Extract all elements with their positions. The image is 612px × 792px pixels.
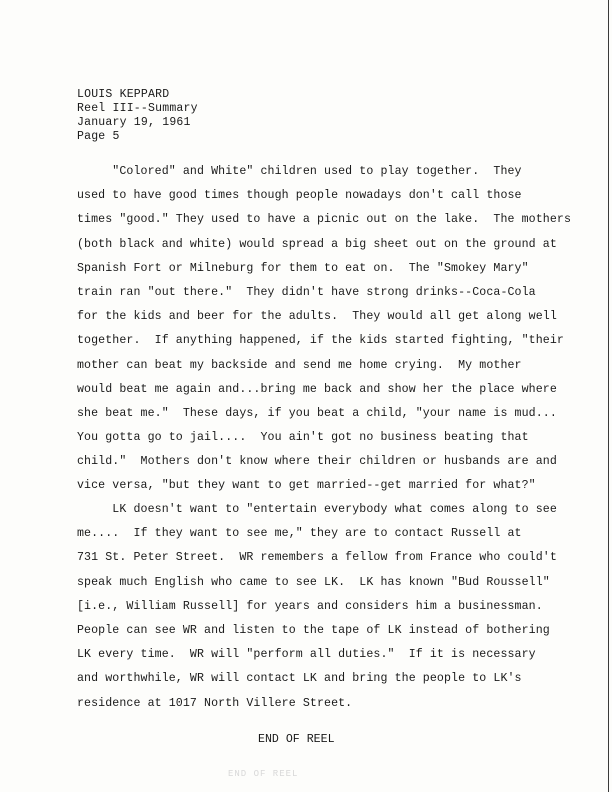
text-line: People can see WR and listen to the tape of LK instead of bothering [77, 623, 550, 637]
document-header [77, 88, 198, 144]
text-line: LK doesn't want to "entertain everybody what comes along to see [77, 503, 557, 516]
text-line: she beat me." These days, if you beat a child, "your name is mud... [77, 406, 557, 420]
end-of-reel-label: END OF REEL [258, 733, 335, 746]
header-date: January 19, 1961 [77, 116, 191, 129]
text-line: "Colored" and White" children used to play together. They [77, 165, 522, 178]
text-line: me.... If they want to see me," they are to contact Russell at [77, 527, 522, 541]
text-line: used to have good times though people nowadays don't call those [77, 189, 522, 203]
paragraph-1 [77, 160, 582, 499]
text-line: speak much English who came to see LK. LK has known "Bud Roussell" [77, 575, 550, 589]
text-line: and worthwhile, WR will contact LK and bring the people to LK's [77, 672, 522, 686]
text-line: (both black and white) would spread a big sheet out on the ground at [77, 237, 557, 251]
text-line: residence at 1017 North Villere Street. [77, 696, 353, 710]
text-line: LK every time. WR will "perform all duties." If it is necessary [77, 648, 536, 662]
text-line: train ran "out there." They didn't have strong drinks--Coca-Cola [77, 285, 536, 299]
header-reel: Reel III--Summary [77, 102, 198, 115]
header-page: Page 5 [77, 130, 120, 143]
text-line: would beat me again and...bring me back and show her the place where [77, 382, 557, 396]
text-line: You gotta go to jail.... You ain't got no business beating that [77, 431, 529, 445]
text-line: for the kids and beer for the adults. They would all get along well [77, 310, 557, 324]
text-line: [i.e., William Russell] for years and considers him a businessman. [77, 599, 543, 613]
text-line: 731 St. Peter Street. WR remembers a fellow from France who could't [77, 551, 557, 565]
text-line: Spanish Fort or Milneburg for them to eat on. The "Smokey Mary" [77, 261, 529, 275]
text-line: times "good." They used to have a picnic out on the lake. The mothers [77, 213, 572, 227]
scan-edge-line [608, 0, 609, 792]
bleed-through-text: END OF REEL [228, 769, 299, 779]
text-line: vice versa, "but they want to get married--get married for what?" [77, 479, 536, 493]
text-line: child." Mothers don't know where their children or husbands are and [77, 455, 557, 469]
text-line: mother can beat my backside and send me home crying. My mother [77, 358, 522, 372]
text-line: together. If anything happened, if the kids started fighting, "their [77, 334, 564, 348]
paragraph-2 [77, 498, 582, 716]
header-name: LOUIS KEPPARD [77, 88, 170, 101]
